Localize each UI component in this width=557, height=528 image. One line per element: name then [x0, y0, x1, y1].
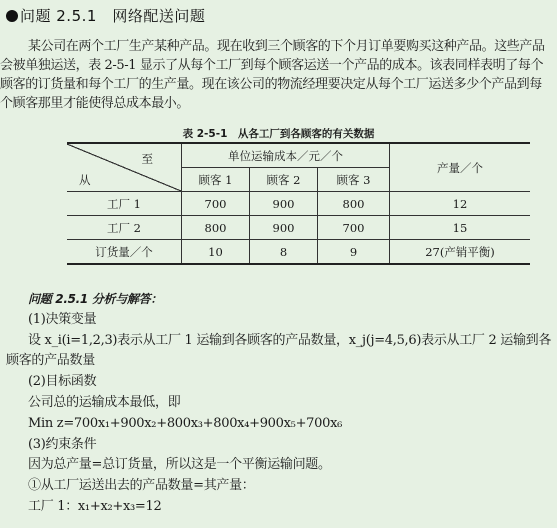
table-cell: 700 [318, 216, 390, 240]
table-cell: 700 [182, 192, 250, 216]
customer-header: 顾客 1 [182, 168, 250, 192]
row-label: 工厂 1 [67, 192, 182, 216]
table-cell: 12 [390, 192, 531, 216]
objective-formula: Min z=700x₁+900x₂+800x₃+800x₄+900x₅+700x₆ [28, 415, 343, 431]
row-label: 订货量／个 [67, 240, 182, 265]
customer-header: 顾客 3 [318, 168, 390, 192]
table-cell: 900 [250, 192, 318, 216]
solution-heading: 问题 2.5.1 分析与解答： [28, 292, 163, 306]
table-cell: 800 [182, 216, 250, 240]
table-row [67, 240, 530, 265]
step-constraints: (3)约束条件 [28, 436, 97, 452]
objective-text: 公司总的运输成本最低，即 [28, 394, 181, 410]
cost-table [67, 142, 530, 265]
table-cell: 900 [250, 216, 318, 240]
constraint-1: ①从工厂运送出去的产品数量=其产量： [28, 478, 255, 494]
problem-description: 某公司在两个工厂生产某种产品。现在收到三个顾客的下个月订单要购买这种产品。这些产品会被单独运送，表 2-5-1 显示了从每个工厂到每个顾客运送一个产品的成本。该表同样表明了每个顾客的订货量和每个工厂的生产量。现在该公司的物流经理要决定从每个工厂运送多少个产品到每个顾客那里才能使得总成本最小。 [0, 39, 545, 111]
output-header: 产量／个 [390, 143, 531, 192]
table-cell: 27(产销平衡) [390, 240, 531, 265]
table-cell: 800 [318, 192, 390, 216]
constraint-1-equation: 工厂 1：x₁+x₂+x₃=12 [28, 498, 162, 514]
step-objective: (2)目标函数 [28, 374, 97, 390]
group-header: 单位运输成本／元／个 [182, 143, 390, 168]
table-caption: 表 2-5-1 从各工厂到各顾客的有关数据 [182, 128, 375, 140]
table-corner-cell: 至 从 [67, 143, 182, 192]
table-row [67, 216, 530, 240]
table-cell: 8 [250, 240, 318, 265]
table-cell: 10 [182, 240, 250, 265]
step-decision-variables: (1)决策变量 [28, 311, 97, 327]
table-cell: 9 [318, 240, 390, 265]
solution-section [6, 289, 554, 518]
table-cell: 15 [390, 216, 531, 240]
bullet-icon [6, 10, 18, 22]
constraints-text: 因为总产量=总订货量，所以这是一个平衡运输问题。 [28, 457, 331, 473]
table-row [67, 192, 530, 216]
problem-title: 问题 2.5.1 网络配送问题 [6, 5, 205, 26]
customer-header: 顾客 2 [250, 168, 318, 192]
decision-variables-text: 设 x_i(i=1,2,3)表示从工厂 1 运输到各顾客的产品数量，x_j(j=4,5,6)表示从工厂 2 运输到各顾客的产品数量 [6, 332, 552, 369]
row-label: 工厂 2 [67, 216, 182, 240]
